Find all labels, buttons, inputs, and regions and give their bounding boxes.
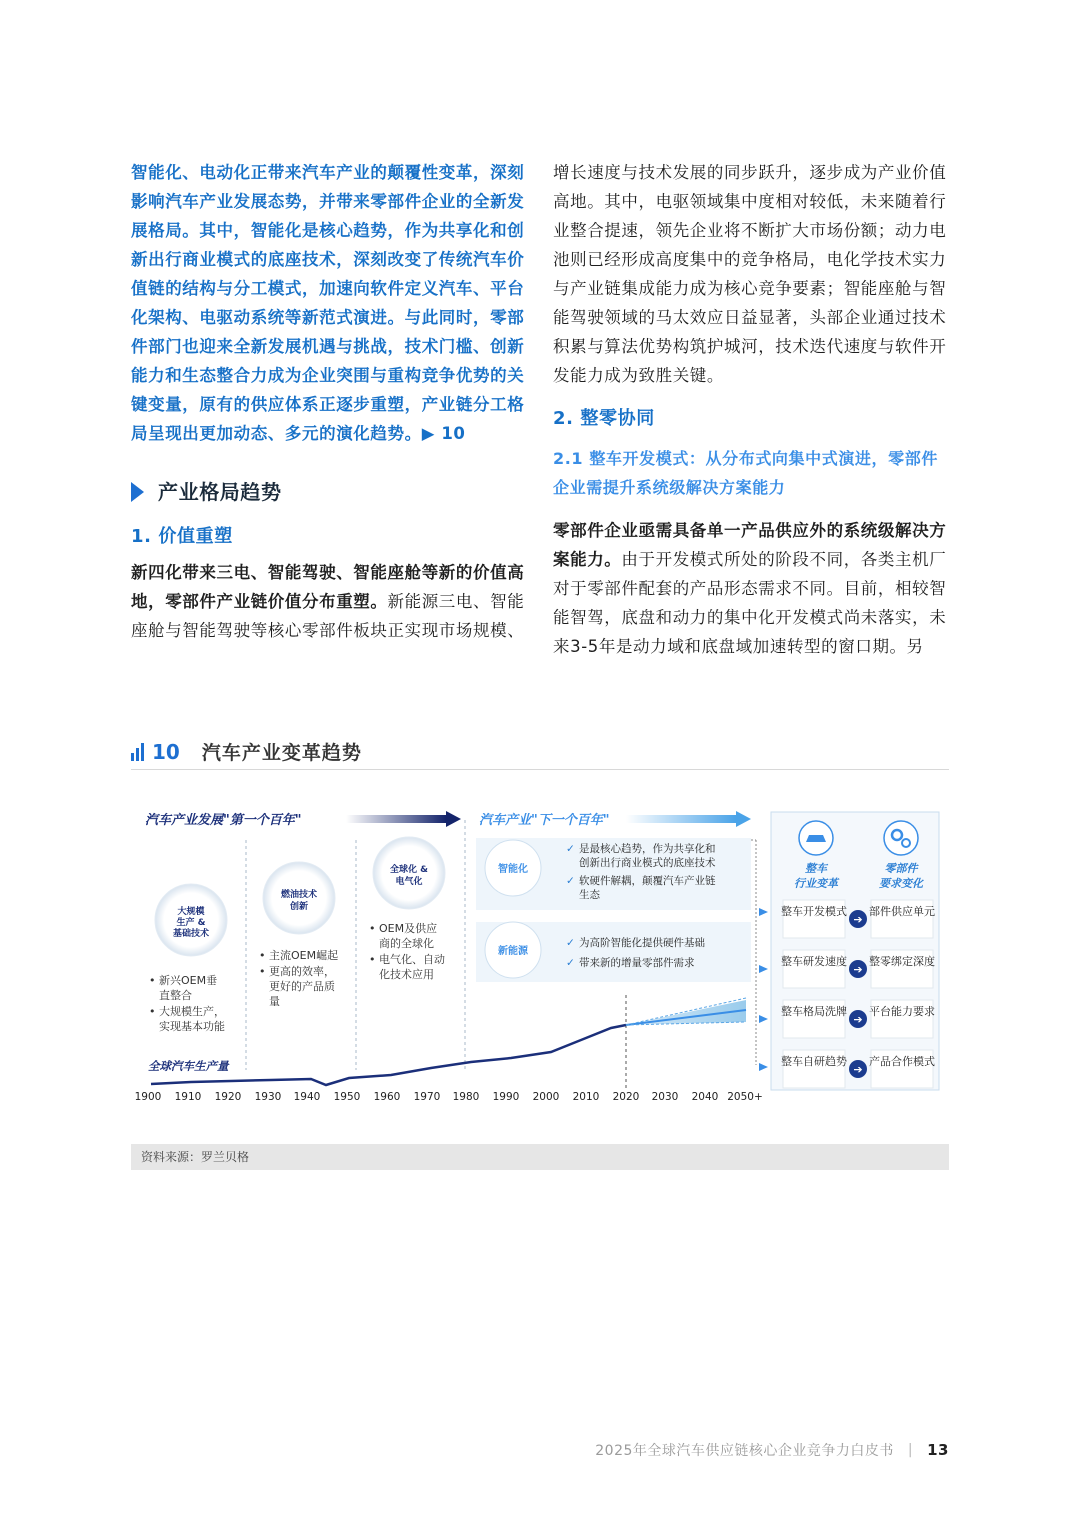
- svg-text:生态: 生态: [579, 889, 600, 901]
- triangle-icon: [131, 482, 144, 502]
- svg-text:➔: ➔: [853, 913, 863, 926]
- svg-text:• 主流OEM崛起: • 主流OEM崛起: [259, 949, 339, 962]
- figure-number: 10: [152, 739, 180, 764]
- svg-text:全球化 &: 全球化 &: [390, 865, 428, 875]
- svg-text:零部件: 零部件: [884, 862, 918, 875]
- era3-bullets: [369, 921, 445, 981]
- svg-text:➔: ➔: [853, 963, 863, 976]
- banner-right-text: 汽车产业"下一个百年": [479, 813, 610, 828]
- bar-chart-icon: [131, 743, 146, 761]
- banner-right-arrowhead: [736, 811, 751, 827]
- figure-header: [131, 734, 949, 770]
- svg-text:要求变化: 要求变化: [879, 877, 923, 890]
- era2-bullets: [259, 948, 338, 1008]
- svg-text:➔: ➔: [853, 1063, 863, 1076]
- svg-text:✓: ✓: [566, 843, 575, 855]
- section-title: [131, 472, 529, 512]
- svg-text:✓: ✓: [566, 957, 575, 969]
- era-circle-3: [373, 837, 445, 909]
- intro-text: 智能化、电动化正带来汽车产业的颠覆性变革，深刻影响汽车产业发展态势，并带来零部件企业的全新发展格局。其中，智能化是核心趋势，作为共享化和创新出行商业模式的底座技术，深刻改变了传统汽车价值链的结构与分工模式，加速向软件定义汽车、平台化架构、电驱动系统等新范式演进。与此同时，零部件部门也迎来全新发展机遇与挑战，技术门槛、创新能力和生态整合力成为企业突围与重构竞争优势的关键变量，原有的供应体系正逐步重塑，产业链分工格局呈现出更加动态、多元的演化趋势。: [131, 163, 525, 443]
- intel-label: 智能化: [498, 864, 528, 875]
- svg-text:创新出行商业模式的底座技术: 创新出行商业模式的底座技术: [579, 857, 716, 869]
- svg-text:➔: ➔: [853, 1013, 863, 1026]
- page-number: 13: [927, 1441, 949, 1459]
- era1-bullets: [149, 974, 225, 1033]
- svg-text:✓: ✓: [566, 937, 575, 949]
- svg-text:是最核心趋势，作为共享化和: 是最核心趋势，作为共享化和: [579, 843, 716, 855]
- svg-text:为高阶智能化提供硬件基础: 为高阶智能化提供硬件基础: [579, 937, 705, 949]
- svg-text:1960: 1960: [373, 1091, 401, 1103]
- collab-paragraph-rest: 由于开发模式所处的阶段不同，各类主机厂对于零部件配套的产品形态需求不同。目前，相较智能智驾，底盘和动力的集中化开发模式尚未落实，未来3-5年是动力域和底盘域加速转型的窗口期。另: [553, 550, 947, 656]
- svg-text:商的全球化: 商的全球化: [379, 937, 434, 950]
- svg-text:2000: 2000: [532, 1091, 560, 1103]
- svg-text:• 电气化、自动: • 电气化、自动: [369, 953, 445, 966]
- year-axis: [135, 1091, 763, 1103]
- footer-separator: |: [907, 1442, 914, 1458]
- svg-text:✓: ✓: [566, 875, 575, 887]
- subsection-title-1: 1. 价值重塑: [131, 526, 233, 547]
- svg-text:带来新的增量零部件需求: 带来新的增量零部件需求: [579, 957, 695, 969]
- svg-text:2010: 2010: [572, 1091, 600, 1103]
- svg-text:• 大规模生产，: • 大规模生产，: [149, 1005, 225, 1018]
- svg-text:创新: 创新: [289, 902, 309, 912]
- figure-ref-link[interactable]: ▶ 10: [421, 424, 466, 443]
- svg-text:1920: 1920: [214, 1091, 242, 1103]
- svg-text:化技术应用: 化技术应用: [379, 968, 434, 981]
- collab-paragraph: [553, 516, 951, 661]
- svg-text:2030: 2030: [651, 1091, 679, 1103]
- svg-text:1970: 1970: [413, 1091, 441, 1103]
- subsection-title-2-1: 2.1 整车开发模式：从分布式向集中式演进，零部件企业需提升系统级解决方案能力: [553, 449, 938, 497]
- svg-text:整车格局洗牌: 整车格局洗牌: [781, 1005, 847, 1018]
- svg-text:平台能力要求: 平台能力要求: [869, 1005, 935, 1018]
- banner-right-bar: [626, 815, 736, 823]
- svg-text:1900: 1900: [134, 1091, 162, 1103]
- svg-text:基础技术: 基础技术: [172, 929, 210, 939]
- svg-text:1940: 1940: [293, 1091, 321, 1103]
- svg-text:整车: 整车: [805, 862, 827, 875]
- svg-text:• 新兴OEM垂: • 新兴OEM垂: [149, 974, 218, 987]
- svg-text:大规模: 大规模: [177, 907, 205, 917]
- svg-text:2020: 2020: [612, 1091, 640, 1103]
- production-label: 全球汽车生产量: [148, 1059, 229, 1073]
- svg-text:• OEM及供应: • OEM及供应: [369, 922, 438, 935]
- right-column: [553, 158, 951, 661]
- section-title-text: 产业格局趋势: [158, 479, 282, 504]
- svg-text:更好的产品质: 更好的产品质: [269, 980, 335, 993]
- value-paragraph-bold: 新四化带来三电、智能驾驶、智能座舱等新的价值高地，零部件产业链价值分布重塑。: [131, 563, 525, 611]
- svg-text:实现基本功能: 实现基本功能: [159, 1020, 225, 1033]
- production-line: [151, 1025, 626, 1085]
- svg-text:电气化: 电气化: [395, 877, 423, 887]
- connector-arrows: [759, 908, 768, 1071]
- svg-text:软硬件解耦，颠覆汽车产业链: 软硬件解耦，颠覆汽车产业链: [579, 875, 716, 887]
- svg-text:2040: 2040: [691, 1091, 719, 1103]
- svg-text:1930: 1930: [254, 1091, 282, 1103]
- svg-text:燃油技术: 燃油技术: [280, 890, 318, 900]
- banner-left-text: 汽车产业发展"第一个百年": [145, 813, 302, 828]
- svg-text:产品合作模式: 产品合作模式: [869, 1055, 935, 1068]
- figure-canvas: [131, 800, 949, 1110]
- banner-left-arrowhead: [446, 811, 461, 827]
- left-column: [131, 158, 529, 645]
- era-circle-1: [155, 884, 227, 956]
- svg-text:直整合: 直整合: [159, 989, 192, 1002]
- industry-trend-figure: [131, 800, 949, 1110]
- subsection-title-2: 2. 整零协同: [553, 408, 655, 429]
- svg-text:1910: 1910: [174, 1091, 202, 1103]
- figure-source: 资料来源：罗兰贝格: [131, 1144, 949, 1170]
- svg-text:• 更高的效率，: • 更高的效率，: [259, 965, 335, 978]
- banner-left-bar: [346, 815, 446, 823]
- footer-title: 2025年全球汽车供应链核心企业竞争力白皮书: [595, 1443, 894, 1459]
- ev-label: 新能源: [498, 946, 528, 957]
- figure-title: 汽车产业变革趋势: [201, 742, 362, 764]
- svg-text:1990: 1990: [492, 1091, 520, 1103]
- svg-text:部件供应单元: 部件供应单元: [869, 905, 935, 918]
- svg-text:整车研发速度: 整车研发速度: [781, 955, 847, 968]
- svg-text:1980: 1980: [452, 1091, 480, 1103]
- svg-text:整车开发模式: 整车开发模式: [781, 905, 847, 918]
- value-paragraph: [131, 558, 529, 645]
- svg-text:1950: 1950: [333, 1091, 361, 1103]
- svg-text:整零绑定深度: 整零绑定深度: [869, 955, 935, 968]
- era-circle-2: [263, 862, 335, 934]
- continued-paragraph: 增长速度与技术发展的同步跃升，逐步成为产业价值高地。其中，电驱领域集中度相对较低，未来随着行业整合提速，领先企业将不断扩大市场份额；动力电池则已经形成高度集中的竞争格局，电化学技术实力与产业链集成能力成为核心竞争要素；智能座舱与智能驾驶领域的马太效应日益显著，头部企业通过技术积累与算法优势构筑护城河，技术迭代速度与软件开发能力成为致胜关键。: [553, 163, 947, 385]
- page-footer: [595, 1440, 949, 1460]
- svg-text:量: 量: [269, 995, 280, 1008]
- svg-text:整车自研趋势: 整车自研趋势: [781, 1055, 847, 1068]
- svg-text:行业变革: 行业变革: [794, 877, 838, 890]
- svg-text:生产 &: 生产 &: [176, 918, 206, 928]
- svg-text:2050+: 2050+: [727, 1091, 763, 1103]
- intro-paragraph: [131, 158, 529, 448]
- value-paragraph-rest: 新能源三电、智能座舱与智能驾驶等核心零部件板块正实现市场规模、: [131, 592, 525, 640]
- collab-paragraph-bold: 零部件企业亟需具备单一产品供应外的系统级解决方案能力。: [553, 521, 947, 569]
- car-icon: [806, 835, 826, 842]
